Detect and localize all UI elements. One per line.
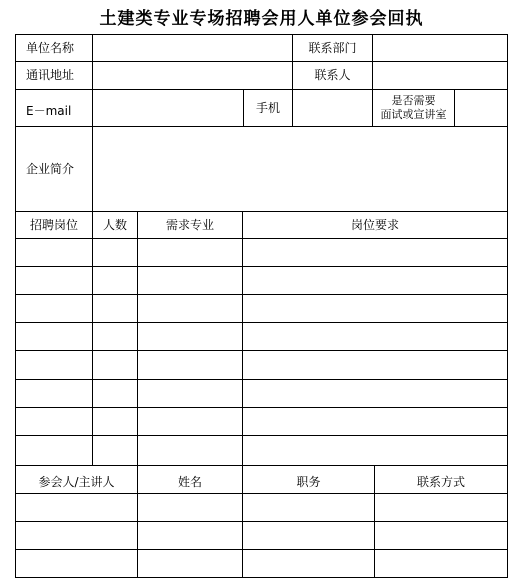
attendee-contact-header: 联系方式 — [416, 475, 465, 489]
company-name-label: 单位名称 — [26, 40, 75, 55]
major-header: 需求专业 — [165, 217, 214, 232]
address-label: 通讯地址 — [26, 68, 75, 82]
room-label-line1: 是否需要 — [391, 94, 436, 107]
address-field[interactable] — [93, 62, 292, 89]
grid-line — [15, 577, 508, 578]
room-label — [373, 90, 454, 126]
table-row[interactable] — [16, 351, 507, 379]
phone-field[interactable] — [293, 90, 372, 126]
intro-field[interactable] — [93, 127, 507, 211]
intro-label: 企业简介 — [26, 161, 75, 176]
attendee-title-header: 职务 — [296, 475, 321, 489]
attendee-role-header: 参会人/主讲人 — [38, 475, 115, 489]
grid-line — [15, 465, 507, 466]
department-field[interactable] — [373, 35, 507, 61]
table-row[interactable] — [16, 436, 507, 465]
phone-label: 手机 — [255, 100, 280, 115]
table-row[interactable] — [16, 323, 507, 350]
table-row[interactable] — [16, 295, 507, 322]
room-label-line2: 面试或宣讲室 — [380, 108, 447, 121]
table-row[interactable] — [16, 408, 507, 435]
table-row[interactable] — [16, 239, 507, 266]
attendee-name-header: 姓名 — [177, 475, 202, 489]
headcount-header: 人数 — [102, 217, 127, 232]
contact-field[interactable] — [373, 62, 507, 89]
email-field[interactable] — [93, 90, 243, 126]
table-row[interactable] — [16, 267, 507, 294]
reply-form — [15, 34, 507, 578]
contact-label: 联系人 — [314, 68, 351, 82]
table-row[interactable] — [16, 522, 507, 549]
requirements-header: 岗位要求 — [350, 217, 399, 232]
grid-line — [507, 34, 508, 578]
email-label: E－mail — [26, 103, 72, 118]
table-row[interactable] — [16, 550, 507, 577]
company-name-field[interactable] — [93, 35, 292, 61]
position-header: 招聘岗位 — [29, 217, 78, 232]
department-label: 联系部门 — [308, 40, 357, 55]
form-title: 土建类专业专场招聘会用人单位参会回执 — [99, 9, 424, 29]
table-row[interactable] — [16, 380, 507, 407]
room-field[interactable] — [455, 90, 507, 126]
table-row[interactable] — [16, 494, 507, 521]
